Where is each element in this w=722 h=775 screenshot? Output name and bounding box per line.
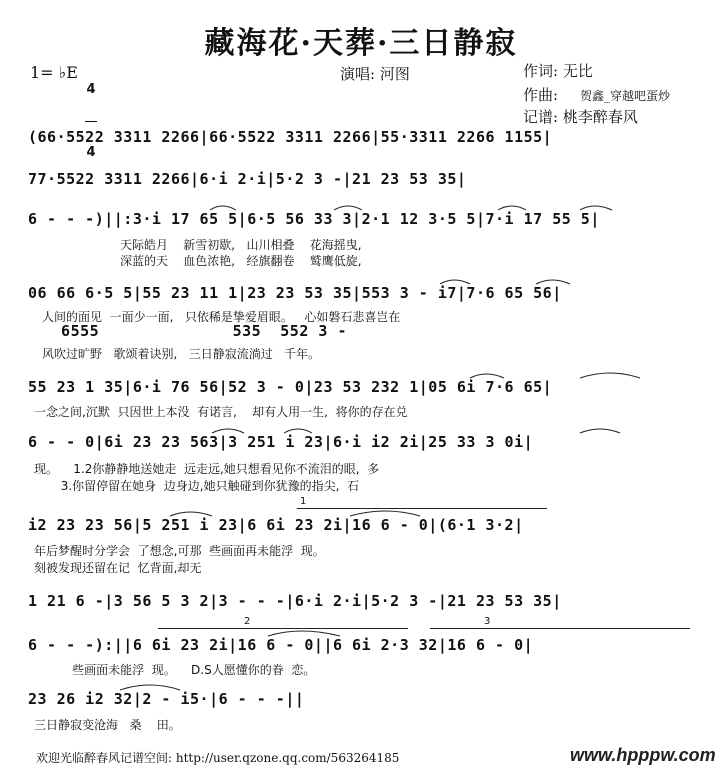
transcriber-credit: 记谱: 桃李醉春风 bbox=[523, 108, 638, 126]
slur bbox=[210, 206, 236, 210]
page-title: 藏海花·天葬·三日静寂 bbox=[204, 26, 518, 61]
key-signature: 1= ♭E bbox=[30, 63, 78, 82]
slur bbox=[580, 206, 612, 210]
slur bbox=[498, 206, 526, 210]
score-row-5: 55 23 1 35|6·i 76 56|52 3 - 0|23 53 232 1|05 6i 7·6 65| bbox=[28, 378, 553, 396]
score-row-4-alt: 6555 535 552 3 - bbox=[42, 322, 347, 340]
score-row-3: 6 - - -)||:3·i 17 65 5|6·5 56 33 3|2·1 12 3·5 5|7·i 17 55 5| bbox=[28, 210, 600, 228]
slur bbox=[212, 429, 244, 433]
slur bbox=[284, 429, 312, 433]
composer-credit: 贺鑫_穿越吧蛋炒 bbox=[580, 89, 671, 103]
slur bbox=[334, 206, 362, 210]
score-row-2: 77·5522 3311 2266|6·i 2·i|5·2 3 -|21 23 53 35| bbox=[28, 170, 467, 188]
composer-label: 作曲: bbox=[523, 86, 559, 104]
lyric-row-6b: 3.你留停留在她身 边身边,她只触碰到你犹豫的指尖, 石 bbox=[34, 479, 360, 493]
lyric-row-7a: 年后梦醒时分学会 了想念,可那 些画面再未能浮 现。 bbox=[34, 544, 325, 558]
slur bbox=[120, 685, 180, 690]
footer-credit: 欢迎光临醉春风记谱空间: http://user.qzone.qq.com/563264185 bbox=[36, 751, 400, 765]
slur bbox=[470, 374, 504, 378]
volta-label-2: 2 bbox=[244, 616, 251, 627]
lyricist-credit: 作词: 无比 bbox=[523, 62, 593, 80]
singer-credit: 演唱: 河图 bbox=[340, 65, 410, 83]
score-row-6: 6 - - 0|6i 23 23 563|3 251 i 23|6·i i2 2i|25 33 3 0i| bbox=[28, 433, 534, 451]
lyric-row-3b: 深蓝的天 血色浓艳, 经旗翻卷 鹫鹰低旋, bbox=[120, 254, 362, 268]
time-signature-top: 4 bbox=[86, 82, 96, 97]
score-row-9: 6 - - -):||6 6i 23 2i|16 6 - 0||6 6i 2·3 32|16 6 - 0| bbox=[28, 636, 534, 654]
lyric-row-10: 三日静寂变沧海 桑 田。 bbox=[34, 718, 181, 732]
slur bbox=[580, 429, 620, 433]
lyric-row-6a: 现。 1.2你静静地送她走 远走远,她只想看见你不流泪的眼, 多 bbox=[34, 462, 380, 476]
slur bbox=[170, 512, 212, 516]
slur bbox=[268, 631, 340, 636]
volta-label-1: 1 bbox=[300, 496, 307, 507]
lyric-row-4: 人间的面见 一面少一面, 只依稀是挚爱眉眼。 心如磐石悲喜岂在 bbox=[42, 310, 401, 324]
lyric-row-3a: 天际皓月 新雪初歇, 山川相叠 花海摇曳, bbox=[120, 238, 362, 252]
lyric-row-7b: 刻被发现还留在记 忆背面,却无 bbox=[34, 561, 202, 575]
slur bbox=[580, 373, 640, 378]
lyric-row-5: 一念之间,沉默 只因世上本没 有诺言, 却有人用一生, 将你的存在兑 bbox=[34, 405, 408, 419]
score-row-4: 06 66 6·5 5|55 23 11 1|23 23 53 35|553 3 - i7|7·6 65 56| bbox=[28, 284, 562, 302]
score-row-8: 1 21 6 -|3 56 5 3 2|3 - - -|6·i 2·i|5·2 3 -|21 23 53 35| bbox=[28, 592, 562, 610]
lyric-row-9: 些画面未能浮 现。 D.S人愿懂你的眷 恋。 bbox=[34, 663, 316, 677]
score-row-7: i2 23 23 56|5 251 i 23|6 6i 23 2i|16 6 - 0|(6·1 3·2| bbox=[28, 516, 524, 534]
time-signature-bottom: 4 bbox=[86, 145, 96, 160]
lyric-row-4-alt: 风吹过旷野 歌颂着诀别, 三日静寂流淌过 千年。 bbox=[42, 347, 321, 361]
score-row-10: 23 26 i2 32|2 - i5·|6 - - -|| bbox=[28, 690, 305, 708]
slur bbox=[350, 511, 420, 516]
slur bbox=[440, 280, 470, 284]
watermark: www.hpppw.com bbox=[570, 745, 716, 765]
volta-label-3: 3 bbox=[484, 616, 491, 627]
slur bbox=[536, 280, 570, 284]
score-row-1: (66·5522 3311 2266|66·5522 3311 2266|55·3311 2266 1155| bbox=[28, 128, 553, 146]
